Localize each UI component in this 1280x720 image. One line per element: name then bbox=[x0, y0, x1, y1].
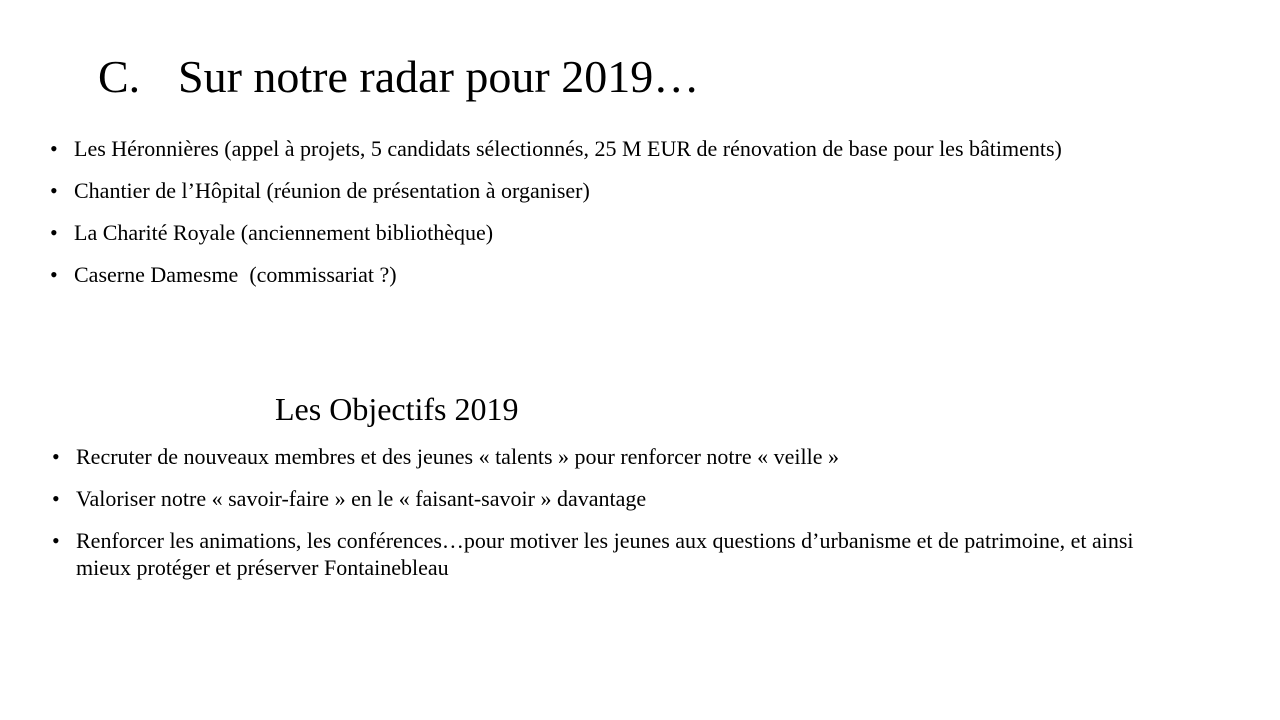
objectives-title: Les Objectifs 2019 bbox=[275, 391, 519, 427]
radar-list bbox=[50, 135, 1170, 303]
bullet-icon: • bbox=[50, 220, 58, 245]
list-item bbox=[50, 135, 1170, 162]
list-item bbox=[50, 219, 1170, 246]
list-item-text: Les Héronnières (appel à projets, 5 candidats sélectionnés, 25 M EUR de rénovation de base pour les bâtiments) bbox=[74, 136, 1062, 161]
bullet-icon: • bbox=[52, 486, 60, 511]
list-item-text: La Charité Royale (anciennement bibliothèque) bbox=[74, 220, 494, 245]
list-item bbox=[52, 443, 1172, 470]
bullet-icon: • bbox=[52, 528, 60, 553]
list-item-text: Caserne Damesme (commissariat ?) bbox=[74, 262, 397, 287]
bullet-icon: • bbox=[50, 178, 58, 203]
list-item-text: Chantier de l’Hôpital (réunion de présentation à organiser) bbox=[74, 178, 590, 203]
list-item bbox=[50, 177, 1170, 204]
bullet-icon: • bbox=[50, 262, 58, 287]
list-item-text: Valoriser notre « savoir-faire » en le « faisant-savoir » davantage bbox=[76, 486, 647, 511]
list-item bbox=[50, 261, 1170, 288]
title-text: Sur notre radar pour 2019… bbox=[178, 51, 700, 102]
list-item bbox=[52, 527, 1172, 581]
bullet-icon: • bbox=[52, 444, 60, 469]
slide-title bbox=[98, 50, 699, 104]
list-item-text: Recruter de nouveaux membres et des jeunes « talents » pour renforcer notre « veille » bbox=[76, 444, 839, 469]
bullet-icon: • bbox=[50, 136, 58, 161]
objectives-list bbox=[52, 443, 1172, 596]
list-item-text: Renforcer les animations, les conférences…pour motiver les jeunes aux questions d’urbanisme et de patrimoine, et ainsi mieux protéger et préserver Fontainebleau bbox=[76, 528, 1134, 580]
title-section-letter: C. bbox=[98, 51, 141, 102]
list-item bbox=[52, 485, 1172, 512]
